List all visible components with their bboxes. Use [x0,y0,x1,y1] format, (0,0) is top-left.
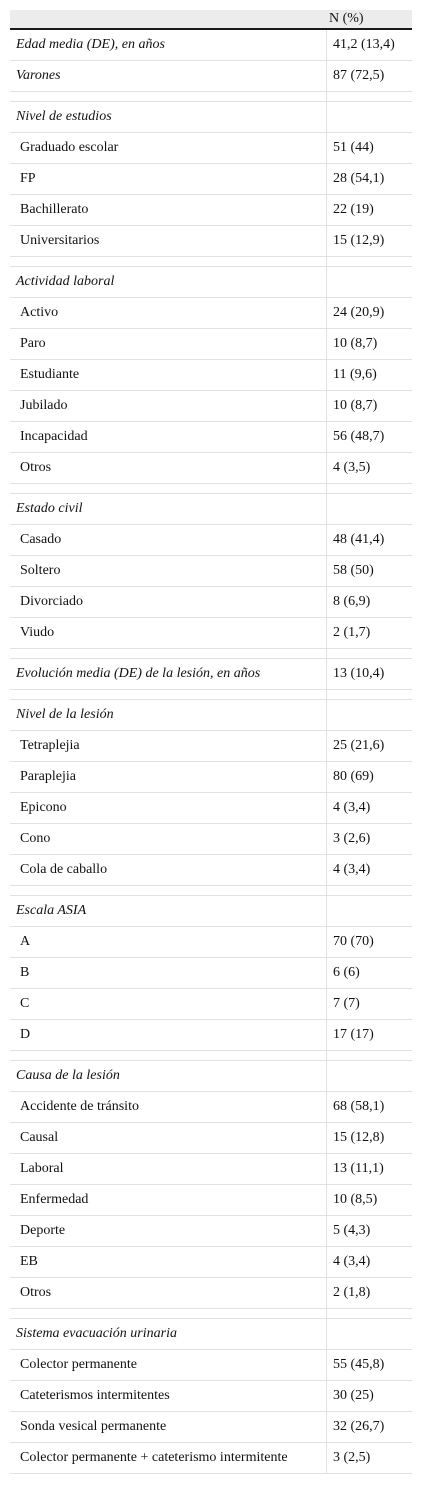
row-label-cell: Tetraplejia [20,738,80,753]
row-value-cell [326,102,412,132]
row-value-cell [326,92,412,101]
row-label-cell: Sonda vesical permanente [20,1419,167,1434]
row-label-cell: Universitarios [20,233,100,248]
row-label-cell [10,886,326,895]
row-label-cell: C [20,996,30,1011]
table-row [10,1350,412,1381]
table-row [10,793,412,824]
row-value-cell: 10 (8,7) [326,391,412,421]
row-label-cell: Edad media (DE), en años [16,37,165,52]
row-value-cell: 13 (10,4) [326,659,412,689]
row-label-cell: Colector permanente [20,1357,138,1372]
row-value-cell: 80 (69) [326,762,412,792]
row-value-cell: 28 (54,1) [326,164,412,194]
table-row [10,762,412,793]
row-value-cell: 4 (3,4) [326,855,412,885]
row-label-cell: Otros [20,460,52,475]
table-row [10,164,412,195]
table-spacer-row [10,1051,412,1061]
table-section-row [10,494,412,525]
table-section-row [10,659,412,690]
row-value-cell: 13 (11,1) [326,1154,412,1184]
row-label-cell: Nivel de la lesión [16,707,114,722]
row-label-cell: Viudo [20,625,55,640]
row-label-cell: Incapacidad [20,429,88,444]
row-value-cell [326,484,412,493]
table-row [10,927,412,958]
row-label-cell [10,649,326,658]
row-label-cell: Activo [20,305,59,320]
row-value-cell: 8 (6,9) [326,587,412,617]
table-row [10,1247,412,1278]
row-value-cell: 17 (17) [326,1020,412,1050]
row-label-cell: Jubilado [20,398,68,413]
table-spacer-row [10,886,412,896]
table-spacer-row [10,690,412,700]
row-label-cell [10,1309,326,1318]
row-label-cell: Nivel de estudios [16,109,112,124]
table-row [10,329,412,360]
data-table [10,10,412,1474]
table-row [10,1216,412,1247]
table-row [10,391,412,422]
table-row [10,618,412,649]
row-label-cell: Casado [20,532,62,547]
row-value-cell: 41,2 (13,4) [326,30,412,60]
table-section-row [10,267,412,298]
row-label-cell: FP [20,171,36,186]
row-label-cell: Deporte [20,1223,66,1238]
table-row [10,1154,412,1185]
row-value-cell [326,1051,412,1060]
row-label-cell [10,690,326,699]
row-value-cell [326,1309,412,1318]
row-label-cell: D [20,1027,31,1042]
row-value-cell: 2 (1,7) [326,618,412,648]
table-row [10,1185,412,1216]
row-value-cell [326,267,412,297]
row-label-cell: Soltero [20,563,61,578]
header-n-percent-cell: N (%) [329,11,364,26]
table-section-row [10,896,412,927]
row-label-cell: Escala ASIA [16,903,87,918]
row-label-cell: Estudiante [20,367,80,382]
table-row [10,1020,412,1051]
row-value-cell [326,494,412,524]
table-row [10,453,412,484]
row-label-cell: Varones [16,68,61,83]
row-value-cell: 5 (4,3) [326,1216,412,1246]
table-header-row [10,10,412,30]
table-spacer-row [10,484,412,494]
row-label-cell: Actividad laboral [16,274,115,289]
table-row [10,958,412,989]
table-section-row [10,102,412,133]
table-row [10,1092,412,1123]
row-value-cell: 2 (1,8) [326,1278,412,1308]
row-value-cell [326,257,412,266]
row-label-cell: Paraplejia [20,769,76,784]
table-row [10,1381,412,1412]
row-value-cell: 15 (12,9) [326,226,412,256]
table-row [10,525,412,556]
row-value-cell: 15 (12,8) [326,1123,412,1153]
table-row [10,360,412,391]
row-label-cell [10,257,326,266]
row-label-cell: Graduado escolar [20,140,119,155]
row-value-cell [326,896,412,926]
row-label-cell: Paro [20,336,46,351]
row-value-cell [326,1319,412,1349]
row-label-cell: Accidente de tránsito [20,1099,139,1114]
row-label-cell: Cateterismos intermitentes [20,1388,170,1403]
row-value-cell: 3 (2,5) [326,1443,412,1473]
table-row [10,133,412,164]
row-value-cell: 51 (44) [326,133,412,163]
row-value-cell: 48 (41,4) [326,525,412,555]
row-label-cell: Bachillerato [20,202,89,217]
row-label-cell: Laboral [20,1161,64,1176]
row-value-cell: 10 (8,7) [326,329,412,359]
table-row [10,1123,412,1154]
table-section-row [10,1319,412,1350]
table-section-row [10,1061,412,1092]
table-row [10,855,412,886]
row-value-cell: 68 (58,1) [326,1092,412,1122]
row-value-cell: 58 (50) [326,556,412,586]
table-row [10,587,412,618]
row-label-cell [10,484,326,493]
row-label-cell: Colector permanente + cateterismo intermitente [20,1450,288,1465]
row-label-cell: EB [20,1254,38,1269]
row-value-cell: 55 (45,8) [326,1350,412,1380]
table-row [10,195,412,226]
table-spacer-row [10,257,412,267]
row-value-cell: 24 (20,9) [326,298,412,328]
table-row [10,422,412,453]
table-row [10,1412,412,1443]
row-value-cell [326,1061,412,1091]
row-value-cell: 3 (2,6) [326,824,412,854]
row-label-cell: Cono [20,831,51,846]
row-label-cell: Estado civil [16,501,83,516]
row-value-cell [326,690,412,699]
row-label-cell [10,1051,326,1060]
row-value-cell: 4 (3,5) [326,453,412,483]
row-label-cell: B [20,965,30,980]
row-label-cell [10,92,326,101]
table-section-row [10,30,412,61]
table-row [10,226,412,257]
table-row [10,556,412,587]
table-section-row [10,700,412,731]
table-row [10,1278,412,1309]
row-value-cell: 4 (3,4) [326,793,412,823]
table-row [10,1443,412,1474]
row-value-cell: 7 (7) [326,989,412,1019]
table-body [10,30,412,1474]
row-value-cell: 30 (25) [326,1381,412,1411]
row-label-cell: Divorciado [20,594,83,609]
table-row [10,298,412,329]
row-value-cell: 4 (3,4) [326,1247,412,1277]
row-value-cell: 25 (21,6) [326,731,412,761]
row-label-cell: Causa de la lesión [16,1068,120,1083]
row-label-cell: Sistema evacuación urinaria [16,1326,177,1341]
row-value-cell: 11 (9,6) [326,360,412,390]
row-value-cell [326,700,412,730]
header-label-cell [10,10,326,28]
table-row [10,824,412,855]
row-value-cell: 22 (19) [326,195,412,225]
row-value-cell: 56 (48,7) [326,422,412,452]
row-value-cell: 32 (26,7) [326,1412,412,1442]
row-value-cell [326,649,412,658]
table-section-row [10,61,412,92]
row-label-cell: Epicono [20,800,67,815]
row-value-cell: 87 (72,5) [326,61,412,91]
row-label-cell: Otros [20,1285,52,1300]
row-value-cell: 70 (70) [326,927,412,957]
row-label-cell: Causal [20,1130,59,1145]
row-value-cell: 6 (6) [326,958,412,988]
table-spacer-row [10,1309,412,1319]
row-label-cell: Evolución media (DE) de la lesión, en años [16,666,261,681]
row-value-cell [326,886,412,895]
row-label-cell: Cola de caballo [20,862,108,877]
table-spacer-row [10,649,412,659]
row-label-cell: Enfermedad [20,1192,89,1207]
table-row [10,989,412,1020]
row-label-cell: A [20,934,31,949]
table-row [10,731,412,762]
table-spacer-row [10,92,412,102]
row-value-cell: 10 (8,5) [326,1185,412,1215]
